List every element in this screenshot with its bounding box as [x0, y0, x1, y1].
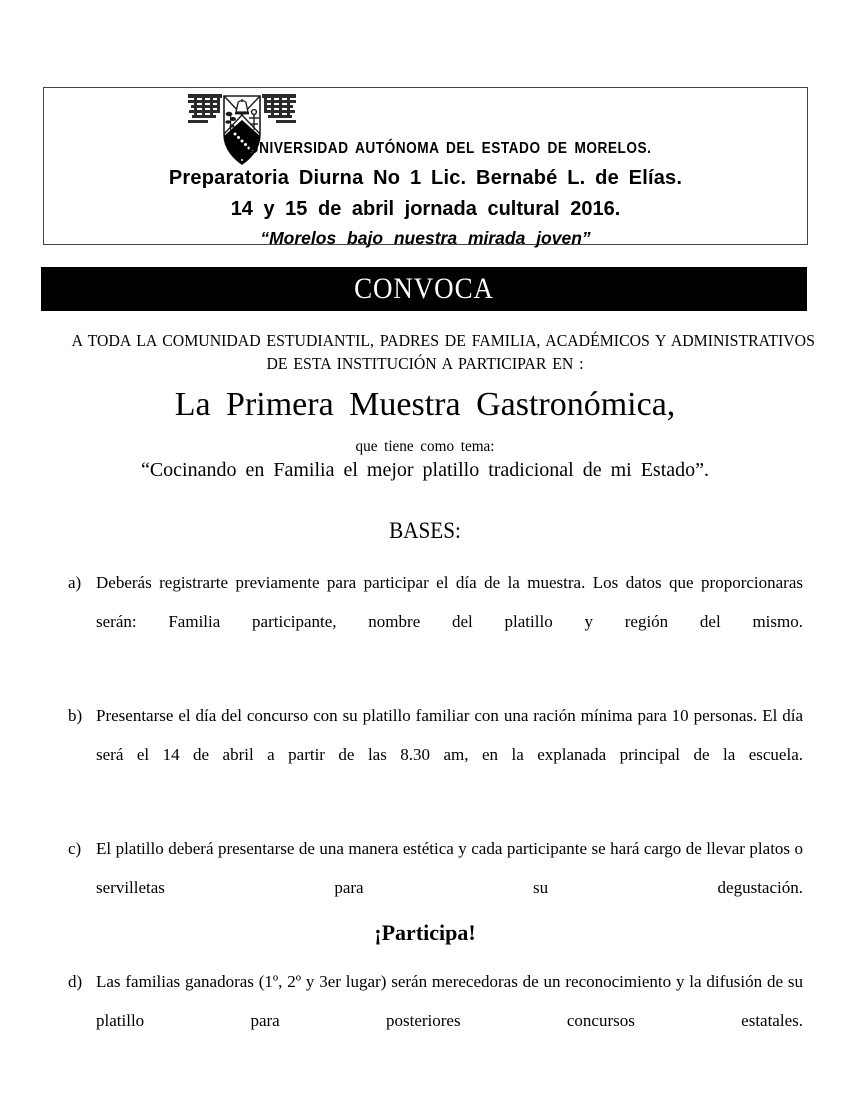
- bases-item-marker: b): [68, 706, 83, 725]
- bases-item-text: Presentarse el día del concurso con su platillo familiar con una ración mínima para 10 personas. El día será el 14 de abril a partir de las 8.30 am, en la explanada principal de la escuela.: [96, 706, 803, 764]
- header-slogan: “Morelos bajo nuestra mirada joven”: [260, 228, 591, 248]
- header-inner: [44, 88, 807, 248]
- header-box: [43, 87, 808, 248]
- call-to-action-text: ¡Participa!: [374, 920, 476, 945]
- bases-item-text: Las familias ganadoras (1º, 2º y 3er lugar) serán merecedoras de un reconocimiento y la difusión de su platillo para posteriores concursos estatales.: [96, 972, 803, 1030]
- addressee-block: [71, 329, 815, 375]
- header-university-name: UNIVERSIDAD AUTÓNOMA DEL ESTADO DE MORELOS.: [248, 140, 652, 157]
- convoca-banner: [41, 267, 807, 311]
- bases-item: [68, 563, 803, 680]
- bases-item-text: El platillo deberá presentarse de una manera estética y cada participante se hará cargo de llevar platos o servilletas para su degustación.: [96, 839, 803, 897]
- bases-item: [68, 962, 803, 1079]
- bases-item-marker: d): [68, 972, 83, 991]
- page-title: La Primera Muestra Gastronómica,: [174, 386, 676, 423]
- bases-item: [68, 696, 803, 813]
- convoca-banner-label: CONVOCA: [354, 272, 494, 305]
- bases-item-text: Deberás registrarte previamente para participar el día de la muestra. Los datos que proporcionaras serán: Familia participante, nombre del platillo y región del mismo.: [96, 573, 803, 631]
- header-event-dates: 14 y 15 de abril jornada cultural 2016.: [230, 198, 621, 220]
- bases-item-marker: c): [68, 839, 82, 858]
- addressee-line-1: A TODA LA COMUNIDAD ESTUDIANTIL, PADRES DE FAMILIA, ACADÉMICOS Y ADMINISTRATIVOS: [71, 331, 815, 350]
- title-theme: “Cocinando en Familia el mejor platillo tradicional de mi Estado”.: [140, 459, 710, 481]
- title-lead-in: que tiene como tema:: [355, 438, 495, 455]
- bases-list: [68, 563, 803, 1079]
- header-school-name: Preparatoria Diurna No 1 Lic. Bernabé L. de Elías.: [168, 167, 683, 189]
- addressee-line-2: DE ESTA INSTITUCIÓN A PARTICIPAR EN :: [266, 354, 584, 373]
- bases-heading: BASES:: [389, 518, 461, 543]
- bases-item-marker: a): [68, 573, 82, 592]
